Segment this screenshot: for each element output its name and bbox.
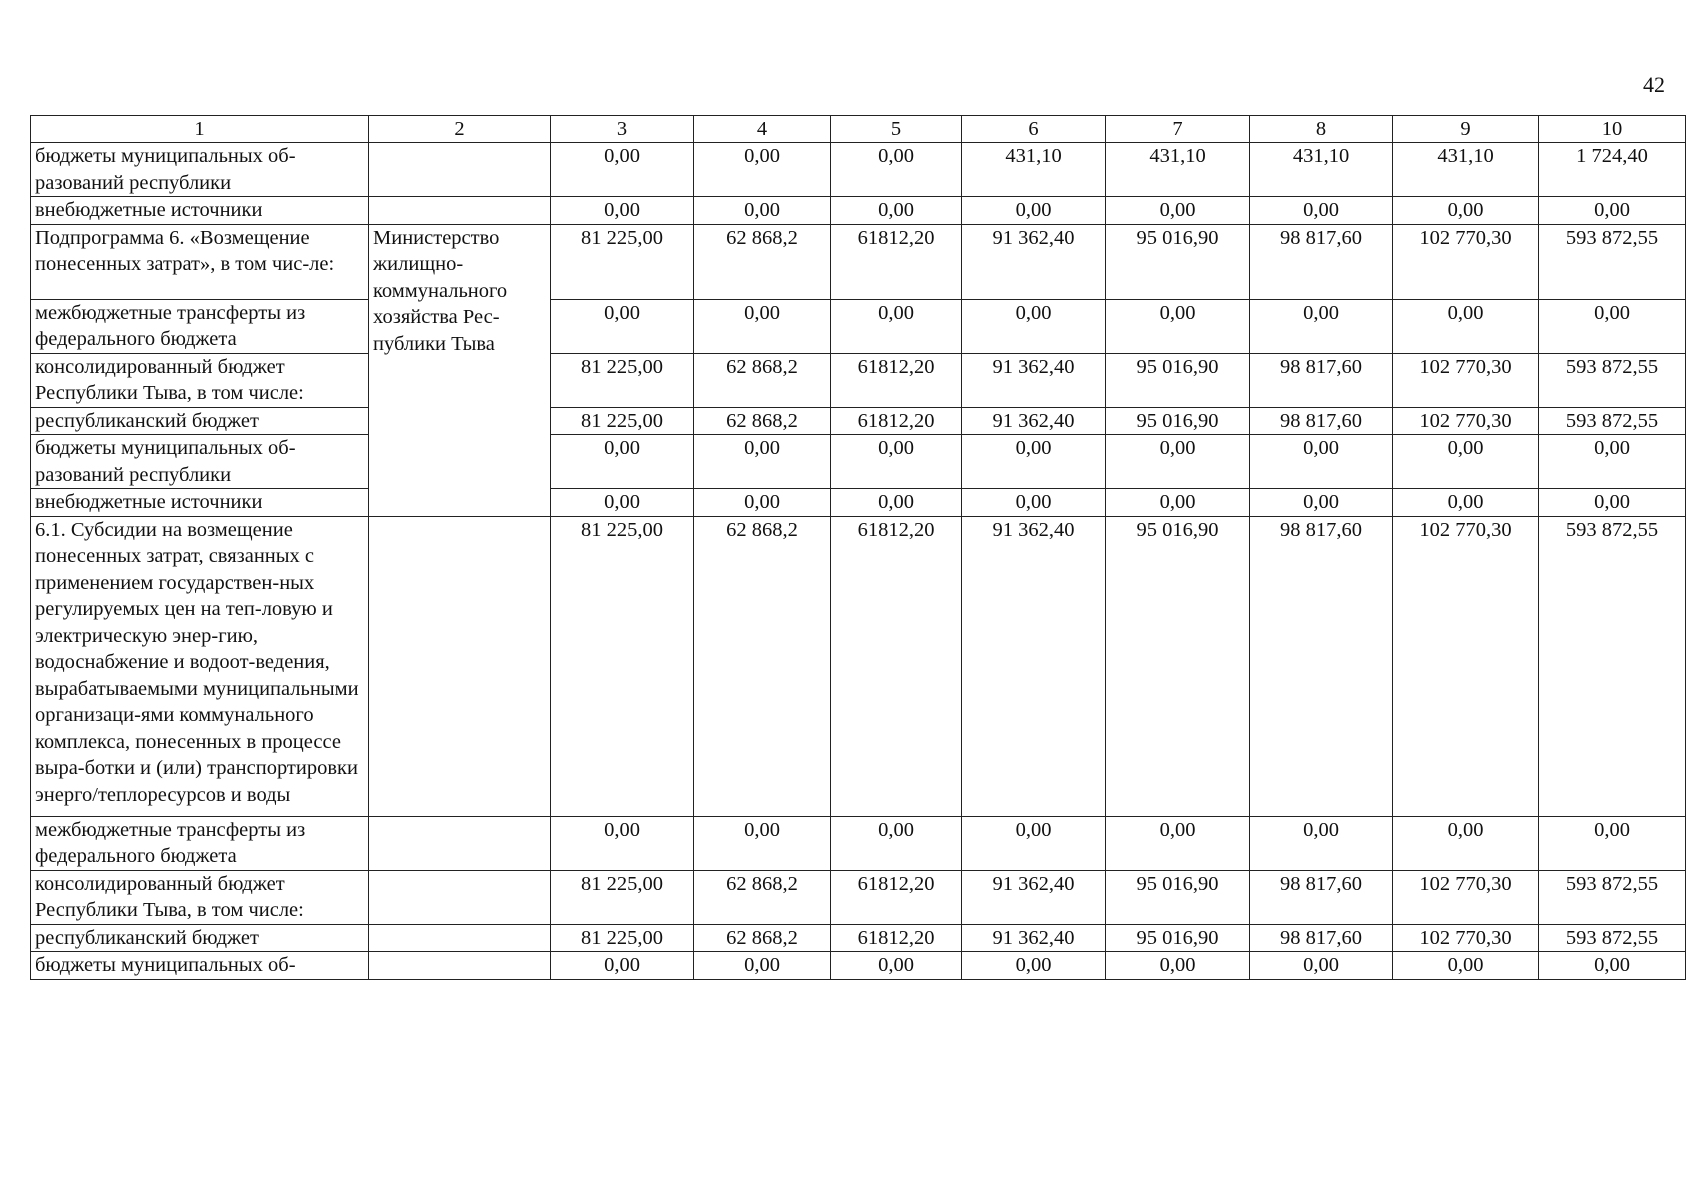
- row-label: консолидированный бюджет Республики Тыва, в том числе:: [31, 870, 369, 924]
- column-header: 3: [551, 116, 694, 143]
- value-cell: 593 872,55: [1539, 870, 1686, 924]
- value-cell: 0,00: [1393, 816, 1539, 870]
- column-header: 7: [1106, 116, 1250, 143]
- table-row: [31, 407, 1686, 435]
- value-cell: 593 872,55: [1539, 353, 1686, 407]
- value-cell: 98 817,60: [1250, 870, 1393, 924]
- value-cell: 0,00: [831, 816, 962, 870]
- value-cell: 0,00: [551, 435, 694, 489]
- row-label: республиканский бюджет: [31, 407, 369, 435]
- executor-cell-empty: [369, 516, 551, 816]
- value-cell: 0,00: [1250, 489, 1393, 517]
- value-cell: 0,00: [831, 299, 962, 353]
- executor-cell-empty: [369, 870, 551, 924]
- value-cell: 0,00: [1539, 489, 1686, 517]
- value-cell: 1 724,40: [1539, 143, 1686, 197]
- value-cell: 0,00: [1393, 952, 1539, 980]
- value-cell: 102 770,30: [1393, 407, 1539, 435]
- value-cell: 0,00: [1106, 435, 1250, 489]
- value-cell: 0,00: [1539, 435, 1686, 489]
- value-cell: 81 225,00: [551, 870, 694, 924]
- value-cell: 431,10: [962, 143, 1106, 197]
- executor-cell-empty: [369, 816, 551, 870]
- value-cell: 0,00: [694, 435, 831, 489]
- value-cell: 81 225,00: [551, 224, 694, 299]
- executor-cell-empty: [369, 952, 551, 980]
- value-cell: 593 872,55: [1539, 924, 1686, 952]
- table-row: [31, 516, 1686, 816]
- value-cell: 0,00: [1393, 489, 1539, 517]
- value-cell: 91 362,40: [962, 870, 1106, 924]
- column-header: 4: [694, 116, 831, 143]
- value-cell: 61812,20: [831, 224, 962, 299]
- value-cell: 0,00: [551, 489, 694, 517]
- value-cell: 0,00: [831, 489, 962, 517]
- value-cell: 62 868,2: [694, 516, 831, 816]
- value-cell: 431,10: [1393, 143, 1539, 197]
- row-label: межбюджетные трансферты из федерального бюджета: [31, 299, 369, 353]
- value-cell: 102 770,30: [1393, 870, 1539, 924]
- value-cell: 0,00: [694, 299, 831, 353]
- value-cell: 0,00: [962, 816, 1106, 870]
- value-cell: 91 362,40: [962, 224, 1106, 299]
- value-cell: 91 362,40: [962, 353, 1106, 407]
- value-cell: 102 770,30: [1393, 516, 1539, 816]
- value-cell: 81 225,00: [551, 924, 694, 952]
- row-label: бюджеты муниципальных об-разований республики: [31, 435, 369, 489]
- value-cell: 62 868,2: [694, 353, 831, 407]
- value-cell: 61812,20: [831, 516, 962, 816]
- value-cell: 95 016,90: [1106, 870, 1250, 924]
- value-cell: 91 362,40: [962, 924, 1106, 952]
- value-cell: 0,00: [1106, 197, 1250, 225]
- value-cell: 81 225,00: [551, 353, 694, 407]
- value-cell: 62 868,2: [694, 870, 831, 924]
- row-label: бюджеты муниципальных об-разований республики: [31, 143, 369, 197]
- value-cell: 0,00: [1106, 489, 1250, 517]
- value-cell: 0,00: [551, 143, 694, 197]
- value-cell: 593 872,55: [1539, 516, 1686, 816]
- value-cell: 95 016,90: [1106, 924, 1250, 952]
- value-cell: 0,00: [551, 952, 694, 980]
- value-cell: 91 362,40: [962, 407, 1106, 435]
- value-cell: 0,00: [962, 435, 1106, 489]
- value-cell: 0,00: [962, 299, 1106, 353]
- table-row: [31, 353, 1686, 407]
- value-cell: 98 817,60: [1250, 224, 1393, 299]
- value-cell: 0,00: [1393, 299, 1539, 353]
- value-cell: 593 872,55: [1539, 407, 1686, 435]
- column-header: 10: [1539, 116, 1686, 143]
- column-header: 5: [831, 116, 962, 143]
- value-cell: 0,00: [551, 299, 694, 353]
- value-cell: 0,00: [1393, 197, 1539, 225]
- value-cell: 98 817,60: [1250, 407, 1393, 435]
- value-cell: 98 817,60: [1250, 516, 1393, 816]
- table-row: [31, 197, 1686, 225]
- value-cell: 95 016,90: [1106, 516, 1250, 816]
- value-cell: 0,00: [962, 952, 1106, 980]
- value-cell: 0,00: [1539, 299, 1686, 353]
- value-cell: 61812,20: [831, 353, 962, 407]
- table-row: [31, 224, 1686, 299]
- value-cell: 431,10: [1106, 143, 1250, 197]
- value-cell: 0,00: [551, 816, 694, 870]
- row-label: внебюджетные источники: [31, 197, 369, 225]
- column-header: 6: [962, 116, 1106, 143]
- value-cell: 0,00: [831, 143, 962, 197]
- table-row: [31, 816, 1686, 870]
- value-cell: 98 817,60: [1250, 924, 1393, 952]
- row-label: консолидированный бюджет Республики Тыва, в том числе:: [31, 353, 369, 407]
- column-header: 2: [369, 116, 551, 143]
- value-cell: 593 872,55: [1539, 224, 1686, 299]
- column-header: 8: [1250, 116, 1393, 143]
- table-row: [31, 870, 1686, 924]
- value-cell: 102 770,30: [1393, 924, 1539, 952]
- value-cell: 62 868,2: [694, 407, 831, 435]
- value-cell: 431,10: [1250, 143, 1393, 197]
- column-header: 1: [31, 116, 369, 143]
- row-label: Подпрограмма 6. «Возмещение понесенных затрат», в том чис-ле:: [31, 224, 369, 299]
- value-cell: 95 016,90: [1106, 407, 1250, 435]
- value-cell: 0,00: [1539, 952, 1686, 980]
- value-cell: 61812,20: [831, 870, 962, 924]
- value-cell: 95 016,90: [1106, 353, 1250, 407]
- value-cell: 0,00: [1250, 816, 1393, 870]
- row-label: республиканский бюджет: [31, 924, 369, 952]
- value-cell: 95 016,90: [1106, 224, 1250, 299]
- executor-cell-empty: [369, 924, 551, 952]
- value-cell: 61812,20: [831, 924, 962, 952]
- value-cell: 0,00: [1393, 435, 1539, 489]
- value-cell: 61812,20: [831, 407, 962, 435]
- value-cell: 62 868,2: [694, 924, 831, 952]
- value-cell: 0,00: [694, 197, 831, 225]
- value-cell: 0,00: [694, 489, 831, 517]
- value-cell: 0,00: [1106, 952, 1250, 980]
- value-cell: 81 225,00: [551, 516, 694, 816]
- value-cell: 0,00: [694, 816, 831, 870]
- value-cell: 102 770,30: [1393, 353, 1539, 407]
- value-cell: 0,00: [694, 952, 831, 980]
- value-cell: 91 362,40: [962, 516, 1106, 816]
- value-cell: 0,00: [694, 143, 831, 197]
- executor-cell-empty: [369, 143, 551, 197]
- value-cell: 81 225,00: [551, 407, 694, 435]
- executor-cell: Министерство жилищно-коммунального хозяйства Рес-публики Тыва: [369, 224, 551, 516]
- value-cell: 0,00: [831, 197, 962, 225]
- value-cell: 0,00: [1539, 816, 1686, 870]
- value-cell: 0,00: [551, 197, 694, 225]
- row-label: бюджеты муниципальных об-: [31, 952, 369, 980]
- table-row: [31, 435, 1686, 489]
- value-cell: 0,00: [1106, 299, 1250, 353]
- table-body: [31, 143, 1686, 980]
- value-cell: 0,00: [1250, 952, 1393, 980]
- value-cell: 0,00: [831, 952, 962, 980]
- table-row: [31, 299, 1686, 353]
- value-cell: 0,00: [1250, 197, 1393, 225]
- table-row: [31, 143, 1686, 197]
- column-header: 9: [1393, 116, 1539, 143]
- value-cell: 0,00: [962, 197, 1106, 225]
- value-cell: 102 770,30: [1393, 224, 1539, 299]
- table-row: [31, 489, 1686, 517]
- page-number: 42: [1643, 72, 1665, 97]
- value-cell: 0,00: [962, 489, 1106, 517]
- value-cell: 62 868,2: [694, 224, 831, 299]
- value-cell: 0,00: [1539, 197, 1686, 225]
- column-number-row: [31, 116, 1686, 143]
- row-label: межбюджетные трансферты из федерального бюджета: [31, 816, 369, 870]
- value-cell: 98 817,60: [1250, 353, 1393, 407]
- budget-table: [30, 115, 1686, 980]
- value-cell: 0,00: [1250, 435, 1393, 489]
- table-row: [31, 924, 1686, 952]
- table-row: [31, 952, 1686, 980]
- value-cell: 0,00: [1250, 299, 1393, 353]
- value-cell: 0,00: [831, 435, 962, 489]
- row-label: 6.1. Субсидии на возмещение понесенных затрат, связанных с применением государствен-ных регулируемых цен на теп-ловую и электрическую энер-гию, водоснабжение и водоот-ведения, вырабатываемыми муниципальными организаци-ями коммунального комплекса, понесенных в процессе выра-ботки и (или) транспортировки энерго/теплоресурсов и воды: [31, 516, 369, 816]
- value-cell: 0,00: [1106, 816, 1250, 870]
- row-label: внебюджетные источники: [31, 489, 369, 517]
- executor-cell-empty: [369, 197, 551, 225]
